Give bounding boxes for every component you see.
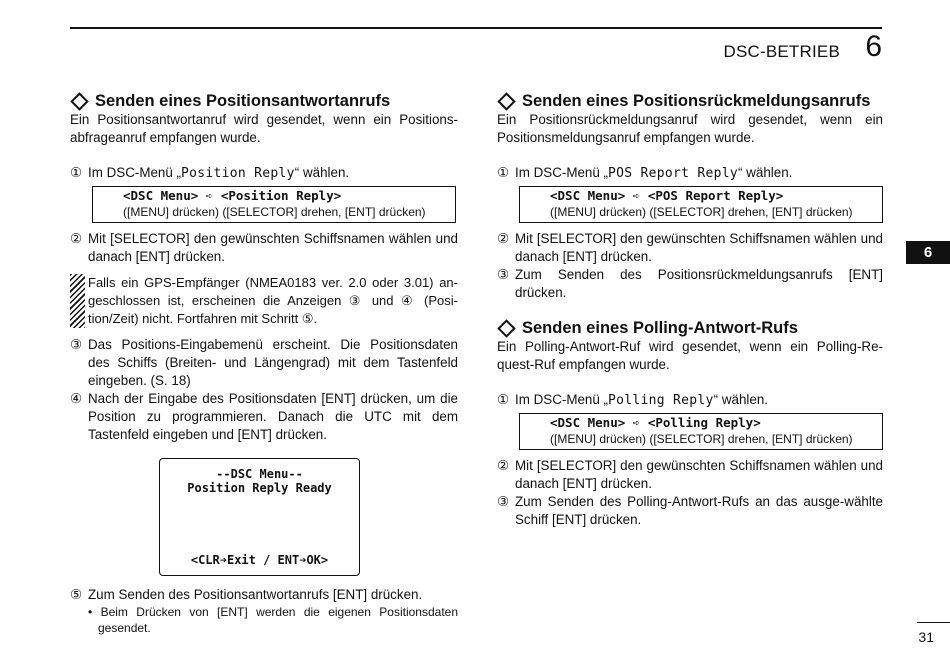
step-2: ② Mit [SELECTOR] den gewünschten Schiffsnamen wählen und danach [ENT] drücken. xyxy=(70,231,458,264)
menu-path-box: <DSC Menu> ➪ <POS Report Reply> ([MENU] drücken) ([SELECTOR] drehen, [ENT] drücken) xyxy=(519,186,883,223)
section-intro: Ein Polling-Antwort-Ruf wird gesendet, wenn ein Polling-Re-quest-Ruf empfangen wurde. xyxy=(497,339,883,372)
chapter-number: 6 xyxy=(865,30,882,63)
footer-rule xyxy=(917,622,950,623)
menu-path-box: <DSC Menu> ➪ <Position Reply> ([MENU] drücken) ([SELECTOR] drehen, [ENT] drücken) xyxy=(92,186,456,223)
diamond-icon xyxy=(497,319,515,337)
step-2: ② Mit [SELECTOR] den gewünschten Schiffsnamen wählen und danach [ENT] drücken. xyxy=(497,231,883,264)
bullet-note: • Beim Drücken von [ENT] werden die eigenen Positionsdaten gesendet. xyxy=(88,605,458,635)
step-4: ④ Nach der Eingabe des Positionsdaten [ENT] drücken, um die Position zu programmieren. Danach die UTC mit dem Tastenfeld eingeben und [ENT] drücken. xyxy=(70,391,458,442)
left-column xyxy=(70,91,458,636)
section-intro: Ein Positionsrückmeldungsanruf wird gesendet, wenn ein Positionsmeldungsanruf empfangen wurde. xyxy=(497,112,883,145)
note-icon xyxy=(70,274,85,328)
chapter-title: DSC-BETRIEB xyxy=(723,42,840,61)
diamond-icon xyxy=(70,92,88,110)
lcd-text: Position Reply xyxy=(181,166,295,181)
step-5: ⑤ Zum Senden des Positionsantwortanrufs [ENT] drücken. xyxy=(70,587,423,602)
note-block: Falls ein GPS-Empfänger (NMEA0183 ver. 2.0 oder 3.01) an-geschlossen ist, erscheinen die Anzeigen ③ und ④ (Posi-tion/Zeit) nicht. Fortfahren mit Schritt ⑤. xyxy=(70,274,458,328)
step-3: ③ Zum Senden des Positionsrückmeldungsanrufs [ENT] drücken. xyxy=(497,267,883,300)
lcd-screen: --DSC Menu-- Position Reply Ready <CLR➔Exit / ENT➔OK> xyxy=(159,458,360,576)
section-heading: Senden eines Positionsantwortanrufs xyxy=(70,91,458,111)
menu-path-box: <DSC Menu> ➪ <Polling Reply> ([MENU] drücken) ([SELECTOR] drehen, [ENT] drücken) xyxy=(519,413,883,450)
lcd-text: Polling Reply xyxy=(608,393,714,408)
step-1: ① Im DSC-Menü „Position Reply“ wählen. xyxy=(70,165,350,181)
page-number: 31 xyxy=(918,629,934,645)
section-heading: Senden eines Polling-Antwort-Rufs xyxy=(497,318,883,338)
lcd-text: POS Report Reply xyxy=(608,166,739,181)
step-1: ① Im DSC-Menü „Polling Reply“ wählen. xyxy=(497,392,769,408)
diamond-icon xyxy=(497,92,515,110)
header-rule xyxy=(70,27,882,29)
chapter-side-tab: 6 xyxy=(906,241,950,264)
right-column xyxy=(497,91,883,529)
section-heading: Senden eines Positionsrückmeldungsanrufs xyxy=(497,91,883,111)
section-intro: Ein Positionsantwortanruf wird gesendet, wenn ein Positions-abfrageanruf empfangen wurde. xyxy=(70,112,458,145)
step-2: ② Mit [SELECTOR] den gewünschten Schiffsnamen wählen und danach [ENT] drücken. xyxy=(497,458,883,491)
step-1: ① Im DSC-Menü „POS Report Reply“ wählen. xyxy=(497,165,793,181)
step-3: ③ Zum Senden des Polling-Antwort-Rufs an das ausge-wählte Schiff [ENT] drücken. xyxy=(497,494,883,527)
step-3: ③ Das Positions-Eingabemenü erscheint. Die Positionsdaten des Schiffs (Breiten- und Längengrad) mit dem Tastenfeld eingeben. (S. 18) xyxy=(70,337,458,388)
